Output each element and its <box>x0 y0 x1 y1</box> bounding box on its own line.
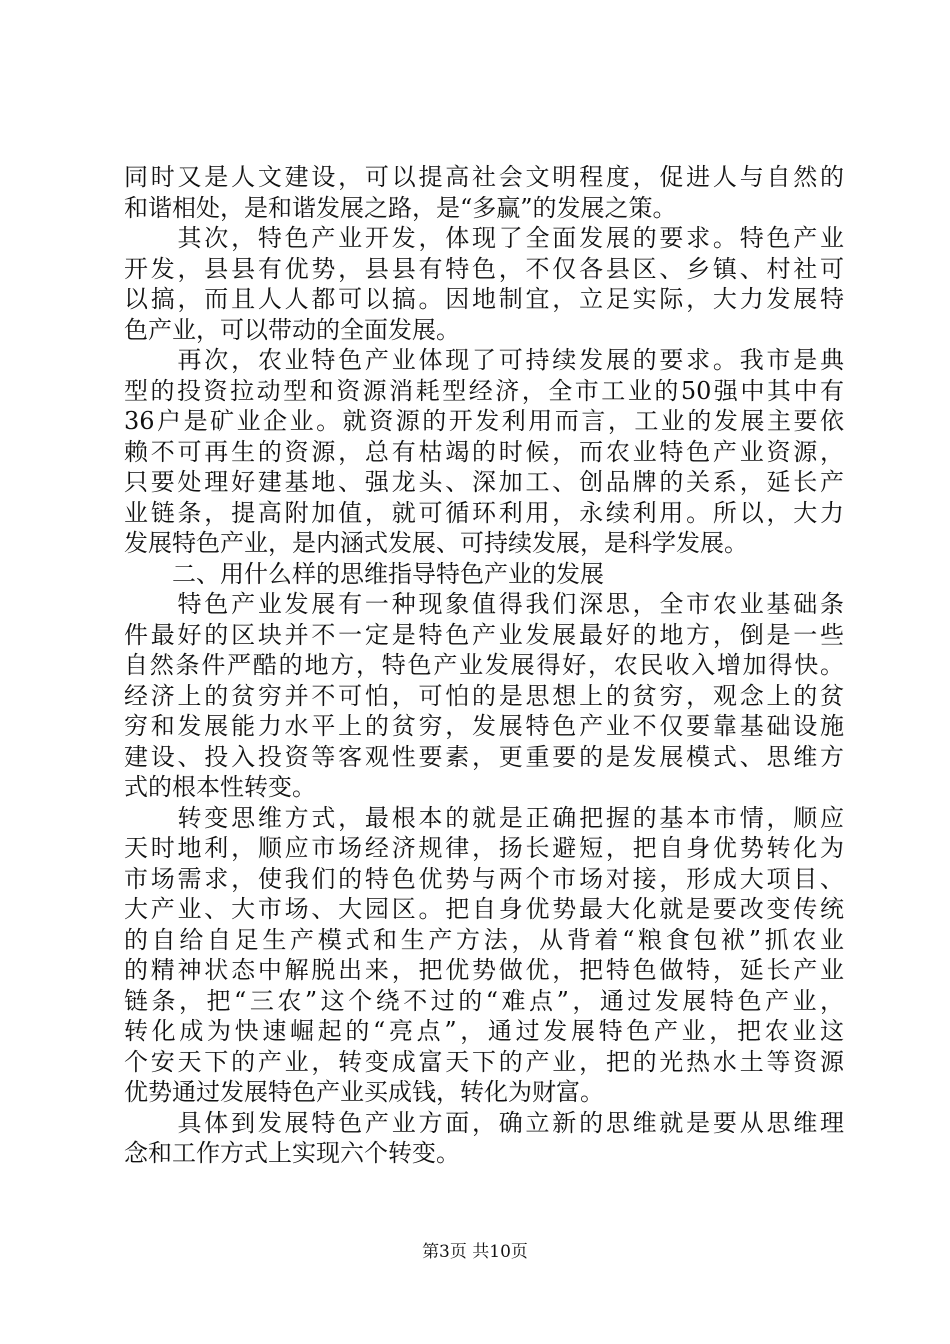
text-line: 其次，特色产业开发，体现了全面发展的要求。特色产业 <box>124 224 844 252</box>
text-line: 开发，县县有优势，县县有特色，不仅各县区、乡镇、村社可 <box>124 254 844 283</box>
text-line: 只要处理好建基地、强龙头、深加工、创品牌的关系，延长产 <box>124 468 844 496</box>
text-line: 经济上的贫穷并不可怕，可怕的是思想上的贫穷，观念上的贫 <box>124 681 844 710</box>
text-line: 色产业，可以带动的全面发展。 <box>124 315 460 344</box>
text-line: 业链条，提高附加值，就可循环利用，永续利用。所以，大力 <box>124 498 844 527</box>
text-line: 赖不可再生的资源，总有枯竭的时候，而农业特色产业资源， <box>124 437 844 466</box>
text-line: 的精神状态中解脱出来，把优势做优，把特色做特，延长产业 <box>124 956 844 984</box>
text-line: 件最好的区块并不一定是特色产业发展最好的地方，倒是一些 <box>124 620 844 649</box>
text-line: 再次，农业特色产业体现了可持续发展的要求。我市是典 <box>124 346 844 374</box>
text-line: 优势通过发展特色产业买成钱，转化为财富。 <box>124 1078 604 1106</box>
text-line: 个安天下的产业，转变成富天下的产业，把的光热水土等资源 <box>124 1047 844 1076</box>
page-footer: 第3页 共10页 <box>422 1242 528 1262</box>
text-line: 天时地利，顺应市场经济规律，扬长避短，把自身优势转化为 <box>124 834 844 862</box>
text-line: 链条，把“三农”这个绕不过的“难点”，通过发展特色产业， <box>124 986 844 1015</box>
text-line: 式的根本性转变。 <box>124 773 316 801</box>
text-line: 转变思维方式，最根本的就是正确把握的基本市情，顺应 <box>124 803 844 832</box>
text-line: 建设、投入投资等客观性要素，更重要的是发展模式、思维方 <box>124 742 844 771</box>
text-line: 以搞，而且人人都可以搞。因地制宜，立足实际，大力发展特 <box>124 285 844 313</box>
text-line: 穷和发展能力水平上的贫穷，发展特色产业不仅要靠基础设施 <box>124 712 844 740</box>
text-line: 同时又是人文建设，可以提高社会文明程度，促进人与自然的 <box>124 163 844 191</box>
text-line: 具体到发展特色产业方面，确立新的思维就是要从思维理 <box>124 1108 844 1137</box>
text-line: 转化成为快速崛起的“亮点”，通过发展特色产业，把农业这 <box>124 1017 844 1045</box>
text-line: 型的投资拉动型和资源消耗型经济，全市工业的50强中其中有 <box>124 376 844 405</box>
text-line: 市场需求，使我们的特色优势与两个市场对接，形成大项目、 <box>124 864 844 893</box>
text-line: 发展特色产业，是内涵式发展、可持续发展，是科学发展。 <box>124 529 748 557</box>
text-line: 大产业、大市场、大园区。把自身优势最大化就是要改变传统 <box>124 895 844 923</box>
text-line: 36户是矿业企业。就资源的开发利用而言，工业的发展主要依 <box>124 407 844 435</box>
text-line: 自然条件严酷的地方，特色产业发展得好，农民收入增加得快。 <box>124 651 844 679</box>
text-line: 念和工作方式上实现六个转变。 <box>124 1139 460 1167</box>
text-line: 二、用什么样的思维指导特色产业的发展 <box>124 559 604 588</box>
text-line: 特色产业发展有一种现象值得我们深思，全市农业基础条 <box>124 590 844 618</box>
text-line: 和谐相处，是和谐发展之路，是“多赢”的发展之策。 <box>124 193 677 222</box>
text-line: 的自给自足生产模式和生产方法，从背着“粮食包袱”抓农业 <box>124 925 844 954</box>
